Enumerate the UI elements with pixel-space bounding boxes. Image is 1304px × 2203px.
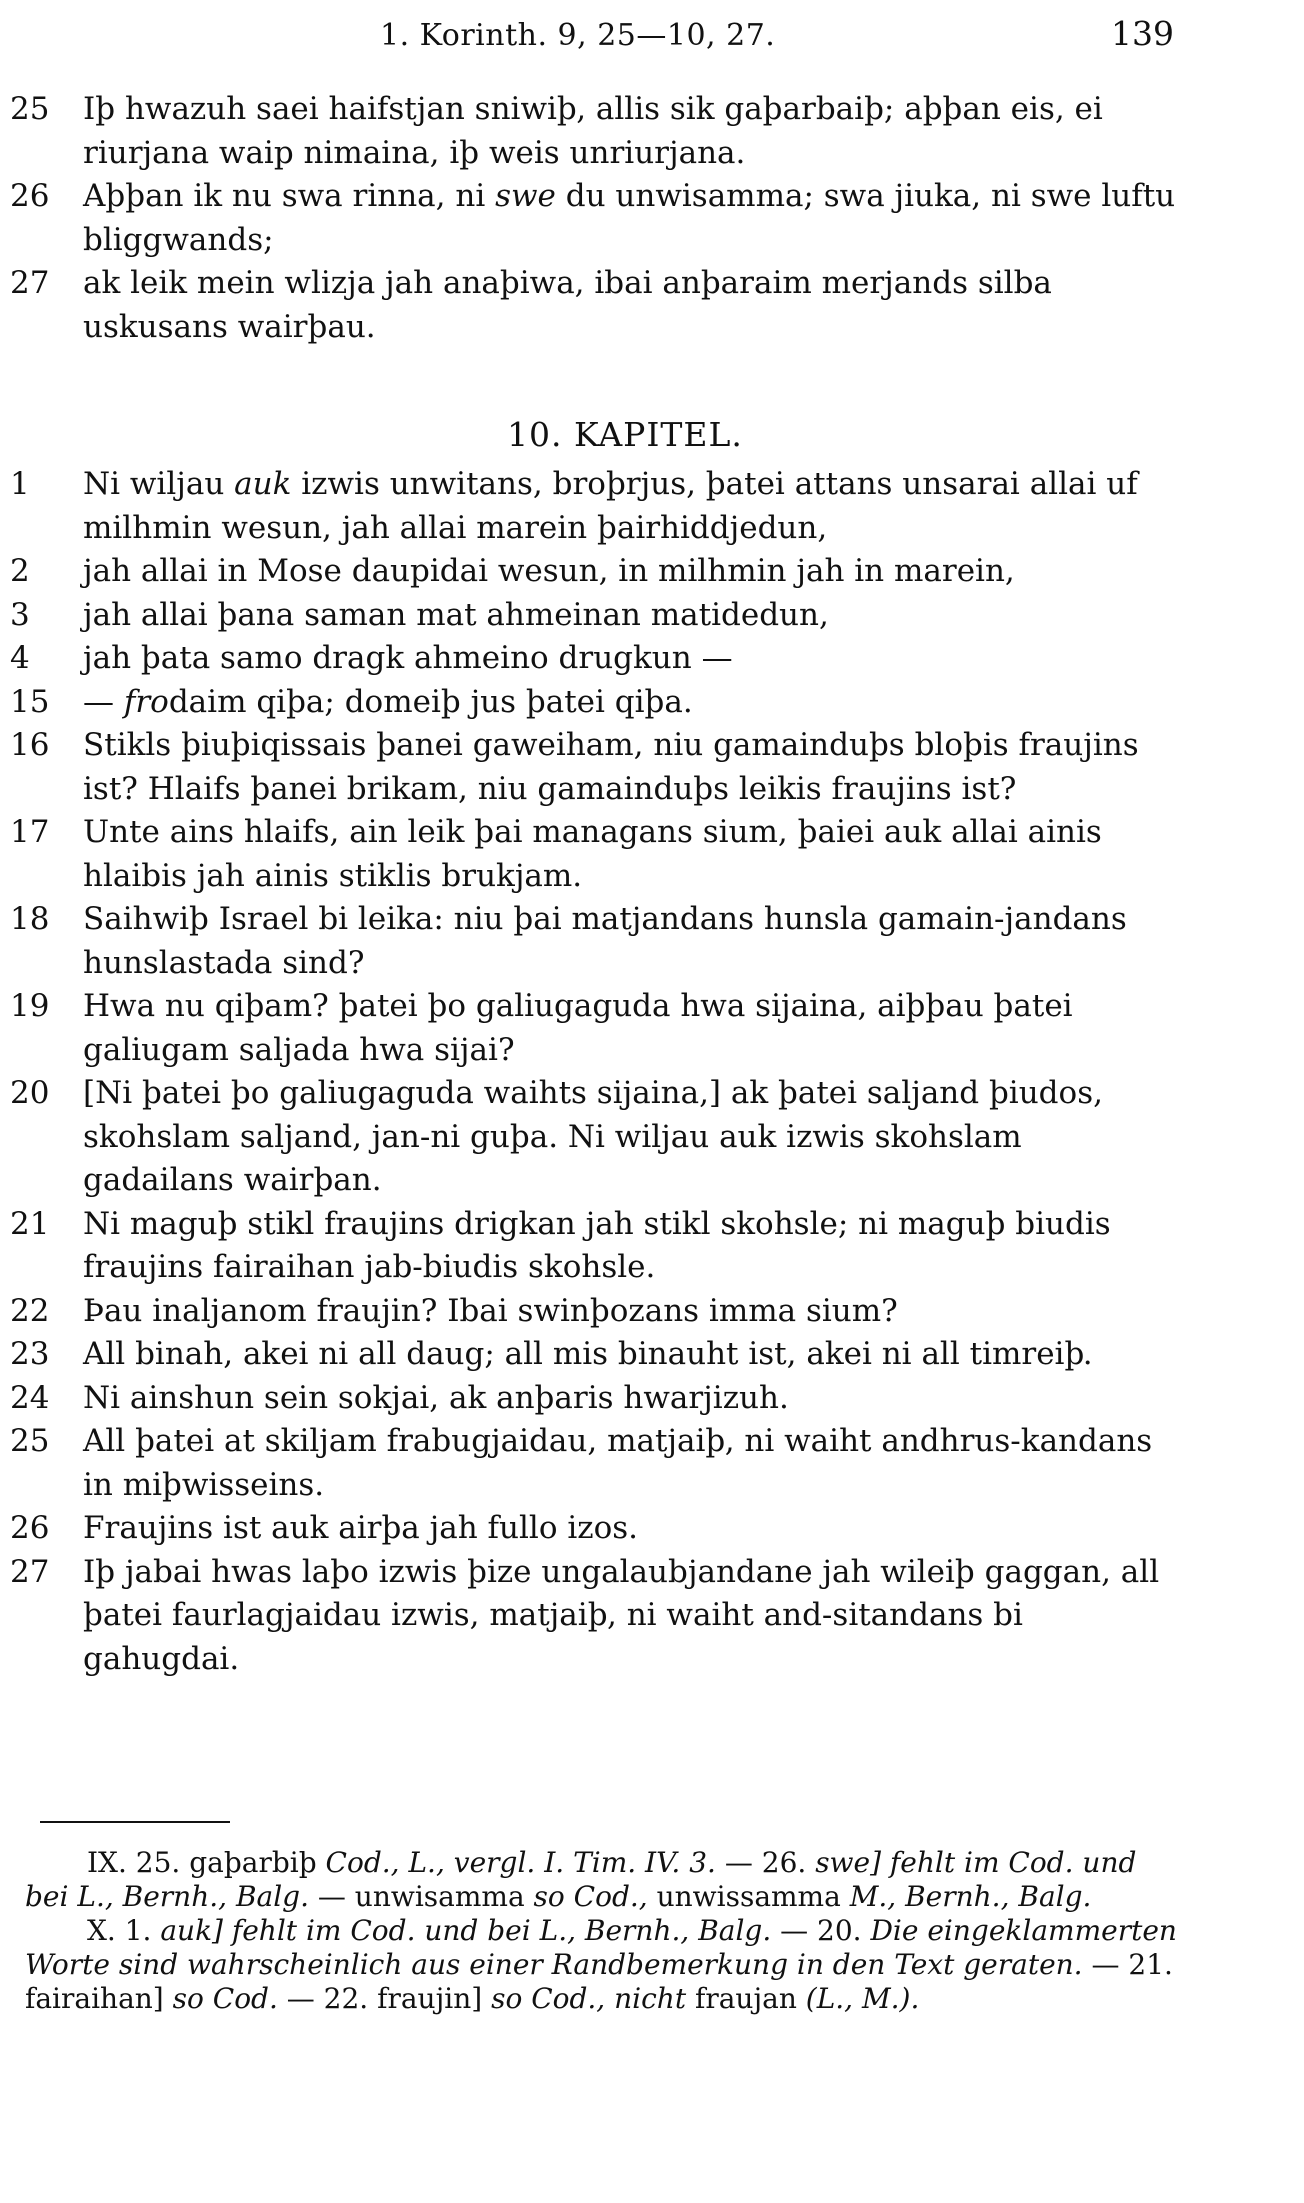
verse-text: jah allai in Mose daupidai wesun, in milhmin jah in marein,	[83, 553, 1015, 589]
verse-number: 26	[10, 178, 50, 214]
verse-10-26	[10, 1507, 1180, 1551]
verse-10-1	[10, 463, 1180, 550]
fn-italic: M., Bernh., Balg.	[849, 1880, 1092, 1913]
verse-text: —	[83, 683, 124, 720]
verse-number: 24	[10, 1379, 50, 1416]
verse-10-19	[10, 985, 1180, 1072]
verse-text-cont: izwis unwitans, broþrjus, þatei attans unsarai allai uf milhmin wesun, jah allai marein þairhiddjedun,	[83, 466, 1138, 546]
footnotes	[25, 1846, 1185, 2016]
fn-text: IX. 25. gaþarbiþ	[87, 1846, 326, 1879]
fn-text: — 20.	[771, 1914, 871, 1947]
verse-10-17	[10, 811, 1180, 898]
fn-text: fraujan	[686, 1982, 806, 2015]
verse-10-3	[10, 594, 1180, 638]
fn-italic: (L., M.).	[805, 1982, 920, 2015]
verse-text: [Ni þatei þo galiugaguda waihts sijaina,] ak þatei saljand þiudos, skohslam saljand, jan-ni guþa. Ni wiljau auk izwis skohslam gadailans wairþan.	[83, 1075, 1103, 1198]
verse-number: 19	[10, 988, 50, 1024]
verse-10-2	[10, 550, 1180, 594]
verse-10-20	[10, 1072, 1180, 1203]
fn-text: — unwisamma	[309, 1880, 534, 1913]
fn-text: — 26.	[715, 1846, 816, 1879]
verse-text: Ni ainshun sein sokjai, ak anþaris hwarjizuh.	[83, 1379, 789, 1416]
verse-number: 3	[10, 596, 30, 633]
verse-number: 1	[10, 466, 30, 502]
verse-number: 20	[10, 1075, 50, 1111]
fn-italic: Cod., L., vergl. I. Tim. IV. 3.	[325, 1846, 716, 1879]
verse-text: Ni wiljau	[83, 466, 235, 502]
verse-text-cont: daim qiþa; domeiþ jus þatei qiþa.	[168, 683, 693, 720]
verse-10-23	[10, 1333, 1180, 1377]
fn-italic: Die eingeklammerten Worte sind wahrscheinlich aus einer Randbemerkung in den Text geraten.	[25, 1914, 1177, 1981]
verse-text: Aþþan ik nu swa rinna, ni swe du unwisamma; swa jiuka, ni swe luftu bliggwands;	[83, 178, 1176, 258]
verse-number: 15	[10, 683, 50, 720]
verse-text: jah allai þana saman mat ahmeinan matidedun,	[83, 596, 829, 633]
verse-text: Stikls þiuþiqissais þanei gaweiham, niu gamainduþs bloþis fraujins ist? Hlaifs þanei brikam, niu gamainduþs leikis fraujins ist?	[83, 727, 1139, 807]
footnote-ix	[25, 1846, 1185, 1914]
verse-number: 26	[10, 1510, 50, 1546]
verse-italic: fro	[123, 683, 169, 720]
verse-10-18	[10, 898, 1180, 985]
verse-10-16	[10, 724, 1180, 811]
verse-number: 27	[10, 265, 50, 301]
fn-italic: so Cod.,	[533, 1880, 648, 1913]
verse-text: Ni maguþ stikl fraujins drigkan jah stikl skohsle; ni maguþ biudis fraujins fairaihan jab-biudis skohsle.	[83, 1205, 1111, 1285]
verse-italic: auk	[234, 466, 292, 502]
verse-text: Iþ jabai hwas laþo izwis þize ungalaubjandane jah wileiþ gaggan, all þatei faurlagjaidau izwis, matjaiþ, ni waiht and-sitandans bi gahugdai.	[83, 1553, 1160, 1677]
fn-text: X. 1.	[87, 1914, 161, 1947]
verse-text: Fraujins ist auk airþa jah fullo izos.	[83, 1510, 639, 1546]
fn-text: — 22. fraujin]	[277, 1982, 492, 2015]
verse-10-24	[10, 1377, 1180, 1421]
verse-text: Hwa nu qiþam? þatei þo galiugaguda hwa sijaina, aiþþau þatei galiugam saljada hwa sijai?	[83, 988, 1073, 1068]
verse-text: Unte ains hlaifs, ain leik þai managans sium, þaiei auk allai ainis hlaibis jah ainis stiklis brukjam.	[83, 814, 1102, 894]
fn-text: — 21. fairaihan]	[25, 1948, 1173, 2015]
fn-italic: auk] fehlt im Cod. und bei L., Bernh., Balg.	[160, 1914, 772, 1947]
fn-italic: so Cod., nicht	[491, 1982, 687, 2015]
verse-text-block	[10, 88, 1180, 1681]
verse-9-27	[10, 262, 1180, 349]
verse-text: Þau inaljanom fraujin? Ibai swinþozans imma sium?	[83, 1292, 898, 1329]
verse-number: 18	[10, 901, 50, 937]
verse-10-21	[10, 1203, 1180, 1290]
verse-number: 21	[10, 1205, 50, 1242]
fn-italic: swe] fehlt im Cod. und bei L., Bernh., Balg.	[25, 1846, 1137, 1913]
verse-number: 25	[10, 1423, 50, 1459]
verse-number: 22	[10, 1292, 50, 1329]
verse-10-22	[10, 1290, 1180, 1334]
page-number: 139	[1111, 14, 1174, 53]
verse-10-25	[10, 1420, 1180, 1507]
verse-10-27	[10, 1551, 1180, 1682]
verse-number: 27	[10, 1553, 50, 1590]
verse-number: 23	[10, 1336, 50, 1372]
verse-9-26	[10, 175, 1180, 262]
verse-9-25	[10, 88, 1180, 175]
verse-10-15	[10, 681, 1180, 725]
fn-text: unwissamma	[647, 1880, 850, 1913]
verse-text: ak leik mein wlizja jah anaþiwa, ibai anþaraim merjands silba uskusans wairþau.	[83, 265, 1052, 345]
footnote-x	[25, 1914, 1185, 2016]
verse-text: Saihwiþ Israel bi leika: niu þai matjandans hunsla gamain-jandans hunslastada sind?	[83, 901, 1127, 981]
verse-number: 17	[10, 814, 50, 850]
verse-10-4	[10, 637, 1180, 681]
verse-text: All þatei at skiljam frabugjaidau, matjaiþ, ni waiht andhrus-kandans in miþwisseins.	[83, 1423, 1153, 1503]
page-header	[0, 8, 1304, 58]
verse-number: 4	[10, 640, 30, 676]
fn-italic: so Cod.	[172, 1982, 278, 2015]
verse-text: jah þata samo dragk ahmeino drugkun —	[83, 640, 733, 676]
chapter-heading: 10. KAPITEL.	[507, 415, 743, 454]
verse-number: 2	[10, 553, 30, 589]
verse-text: Iþ hwazuh saei haifstjan sniwiþ, allis sik gaþarbaiþ; aþþan eis, ei riurjana waip nimaina, iþ weis unriurjana.	[83, 91, 1103, 171]
verse-text: All binah, akei ni all daug; all mis binauht ist, akei ni all timreiþ.	[83, 1336, 1093, 1372]
verse-number: 25	[10, 91, 50, 127]
running-title: 1. Korinth. 9, 25—10, 27.	[380, 18, 776, 53]
verse-number: 16	[10, 727, 50, 763]
footnote-divider	[40, 1821, 230, 1823]
